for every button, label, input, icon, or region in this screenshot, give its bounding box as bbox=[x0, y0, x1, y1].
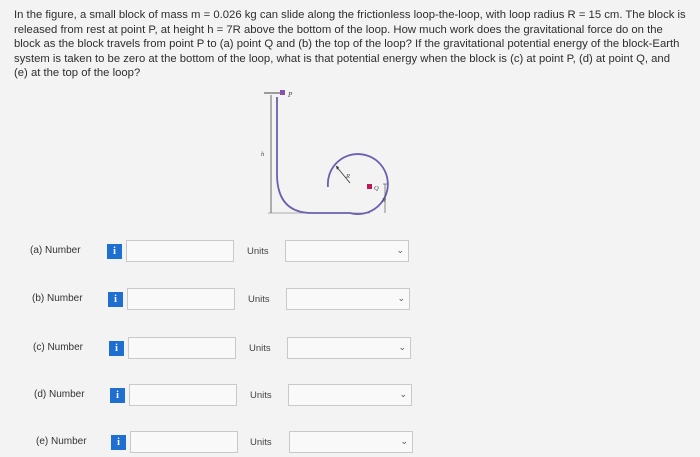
info-icon[interactable]: i bbox=[110, 388, 125, 403]
start-block-icon bbox=[280, 90, 285, 95]
answer-label: (a) Number bbox=[30, 245, 81, 256]
chevron-down-icon: ⌄ bbox=[396, 245, 404, 255]
units-select[interactable] bbox=[285, 240, 409, 262]
number-input[interactable] bbox=[129, 384, 237, 406]
radius-r-label: R bbox=[346, 173, 350, 180]
number-input[interactable] bbox=[128, 337, 236, 359]
units-select[interactable] bbox=[289, 431, 413, 453]
info-icon[interactable]: i bbox=[107, 244, 122, 259]
answer-label: (b) Number bbox=[32, 293, 83, 304]
number-input[interactable] bbox=[130, 431, 238, 453]
units-label: Units bbox=[247, 246, 269, 257]
chevron-down-icon: ⌄ bbox=[400, 436, 408, 446]
answer-label: (d) Number bbox=[34, 389, 85, 400]
answer-row-b bbox=[0, 288, 700, 314]
answer-label: (c) Number bbox=[33, 342, 84, 353]
chevron-down-icon: ⌄ bbox=[397, 293, 405, 303]
answer-row-e bbox=[0, 431, 700, 457]
loop-track bbox=[277, 97, 388, 214]
height-h-label: h bbox=[261, 151, 265, 158]
chevron-down-icon: ⌄ bbox=[399, 389, 407, 399]
units-select[interactable] bbox=[288, 384, 412, 406]
answer-label: (e) Number bbox=[36, 436, 87, 447]
loop-the-loop-figure bbox=[250, 86, 410, 221]
units-label: Units bbox=[250, 437, 272, 448]
answer-row-c bbox=[0, 337, 700, 363]
info-icon[interactable]: i bbox=[111, 435, 126, 450]
point-p-label: P bbox=[288, 91, 293, 99]
answer-row-a bbox=[0, 240, 700, 266]
number-input[interactable] bbox=[126, 240, 234, 262]
info-icon[interactable]: i bbox=[108, 292, 123, 307]
info-icon[interactable]: i bbox=[109, 341, 124, 356]
number-input[interactable] bbox=[127, 288, 235, 310]
point-q-label: Q bbox=[374, 185, 379, 192]
units-label: Units bbox=[250, 390, 272, 401]
answer-row-d bbox=[0, 384, 700, 410]
block-at-q-icon bbox=[367, 184, 372, 189]
problem-statement: In the figure, a small block of mass m = 0.026 kg can slide along the frictionless loop-the-loop, with loop radius R = 15 cm. The block is released from rest at point P, at height h = 7R above the bottom of the loop. How much work does the gravitational force do on the block as the block travels from point P to (a) point Q and (b) the top of the loop? If the gravitational potential energy of the block-Earth system is taken to be zero at the bottom of the loop, what is that potential energy when the block is (c) at point P, (d) at point Q, and (e) at the top of the loop? bbox=[14, 9, 686, 79]
units-label: Units bbox=[249, 343, 271, 354]
side-r-label: R bbox=[382, 197, 386, 204]
units-label: Units bbox=[248, 294, 270, 305]
chevron-down-icon: ⌄ bbox=[398, 342, 406, 352]
units-select[interactable] bbox=[287, 337, 411, 359]
units-select[interactable] bbox=[286, 288, 410, 310]
